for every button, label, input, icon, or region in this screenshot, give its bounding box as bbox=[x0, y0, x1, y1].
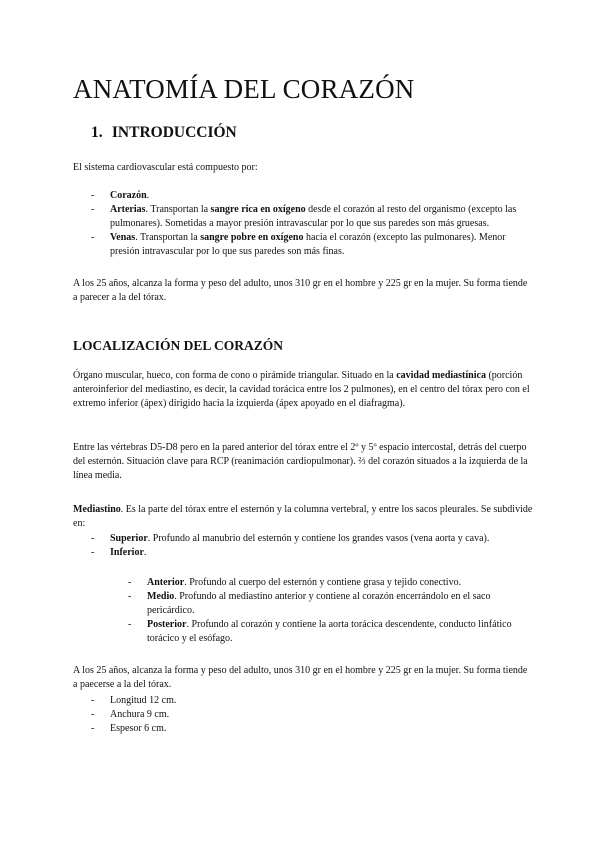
item-term: Posterior bbox=[147, 619, 187, 630]
item-text: Anchura 9 cm. bbox=[110, 709, 170, 720]
intro-closing-paragraph: A los 25 años, alcanza la forma y peso del adulto, unos 310 gr en el hombre y 225 gr en la mujer. Su forma tiende a parecer a la del tórax. bbox=[73, 278, 528, 303]
item-term: Arterias bbox=[110, 204, 146, 215]
list-item-longitud bbox=[91, 694, 531, 708]
item-text: hacia el corazón (excepto las pulmonares). Menor presión intravascular por lo que sus paredes son más finas. bbox=[110, 232, 506, 257]
paragraph-text: Órgano muscular, hueco, con forma de cono o pirámide triangular. Situado en la bbox=[73, 370, 397, 381]
item-text: . Transportan la bbox=[145, 204, 211, 215]
item-text: . Profundo al mediastino anterior y contiene al corazón encerrándolo en el saco pericárdico. bbox=[147, 591, 491, 616]
item-emphasis: sangre rica en oxígeno bbox=[210, 204, 306, 215]
item-text: . bbox=[146, 190, 150, 201]
inferior-sublist bbox=[128, 576, 531, 646]
item-text: . Profundo al manubrio del esternón y contiene los grandes vasos (vena aorta y cava). bbox=[147, 533, 490, 544]
list-item-inferior bbox=[91, 546, 531, 560]
dash-bullet: - bbox=[91, 190, 95, 201]
list-item-corazon bbox=[91, 189, 531, 203]
list-item-anchura bbox=[91, 708, 531, 722]
dash-bullet: - bbox=[91, 695, 95, 706]
paragraph-emphasis: Mediastino bbox=[73, 504, 121, 515]
mediastino-paragraph bbox=[73, 503, 533, 531]
list-item-medio bbox=[128, 590, 531, 618]
section-heading-localizacion: LOCALIZACIÓN DEL CORAZÓN bbox=[73, 338, 284, 353]
list-item-superior bbox=[91, 532, 531, 546]
list-item-posterior bbox=[128, 618, 531, 646]
item-text: . Transportan la bbox=[135, 232, 201, 243]
dash-bullet: - bbox=[91, 723, 95, 734]
item-text: . Profundo al corazón y contiene la aorta torácica descendente, conducto linfático torácico y el esófago. bbox=[147, 619, 512, 644]
dash-bullet: - bbox=[91, 547, 95, 558]
item-term: Anterior bbox=[147, 577, 185, 588]
item-text: . bbox=[143, 547, 147, 558]
item-term: Corazón bbox=[110, 190, 147, 201]
section-number: 1. bbox=[91, 124, 103, 141]
section-heading-introduccion bbox=[91, 124, 237, 142]
list-item-anterior bbox=[128, 576, 531, 590]
localizacion-paragraph-1 bbox=[73, 369, 533, 411]
mediastino-list bbox=[91, 532, 531, 560]
size-paragraph: A los 25 años, alcanza la forma y peso del adulto, unos 310 gr en el hombre y 225 gr en la mujer. Su forma tiende a paecerse a la del tórax. bbox=[73, 665, 528, 690]
measures-list bbox=[91, 694, 531, 736]
list-item-arterias bbox=[91, 203, 531, 231]
dash-bullet: - bbox=[128, 577, 132, 588]
paragraph-text: (porción anteroinferior del mediastino, es decir, la cavidad torácica entre los 2 pulmones), en el centro del tórax pero con el extremo inferior (ápex) dirigido hacia la izquierda (ápex apoyado en el diafragma). bbox=[73, 370, 530, 409]
dash-bullet: - bbox=[91, 533, 95, 544]
item-term: Inferior bbox=[110, 547, 144, 558]
list-item-espesor bbox=[91, 722, 531, 736]
item-text: Longitud 12 cm. bbox=[110, 695, 177, 706]
localizacion-paragraph-2: Entre las vértebras D5-D8 pero en la pared anterior del tórax entre el 2º y 5º espacio intercostal, detrás del cuerpo del esternón. Situación clave para RCP (reanimación cardiopulmonar). ⅔ del corazón situados a la izquierda de la línea media. bbox=[73, 442, 528, 481]
item-term: Venas bbox=[110, 232, 136, 243]
dash-bullet: - bbox=[91, 204, 95, 215]
item-term: Superior bbox=[110, 533, 148, 544]
list-item-venas bbox=[91, 231, 531, 259]
intro-paragraph: El sistema cardiovascular está compuesto por: bbox=[73, 162, 258, 173]
components-list bbox=[91, 189, 531, 259]
dash-bullet: - bbox=[128, 619, 132, 630]
item-text: Espesor 6 cm. bbox=[110, 723, 167, 734]
item-text: . Profundo al cuerpo del esternón y contiene grasa y tejido conectivo. bbox=[184, 577, 462, 588]
dash-bullet: - bbox=[91, 709, 95, 720]
section-heading-text: INTRODUCCIÓN bbox=[111, 124, 237, 141]
item-term: Medio bbox=[147, 591, 175, 602]
dash-bullet: - bbox=[128, 591, 132, 602]
dash-bullet: - bbox=[91, 232, 95, 243]
item-text: desde el corazón al resto del organismo (excepto las pulmonares). Sometidas a mayor presión intravascular por lo que sus paredes son más gruesas. bbox=[110, 204, 517, 229]
paragraph-text: . Es la parte del tórax entre el esternón y la columna vertebral, y entre los sacos pleurales. Se subdivide en: bbox=[73, 504, 533, 529]
page-title: ANATOMÍA DEL CORAZÓN bbox=[73, 74, 415, 104]
item-emphasis: sangre pobre en oxígeno bbox=[200, 232, 304, 243]
paragraph-emphasis: cavidad mediastínica bbox=[396, 370, 486, 381]
